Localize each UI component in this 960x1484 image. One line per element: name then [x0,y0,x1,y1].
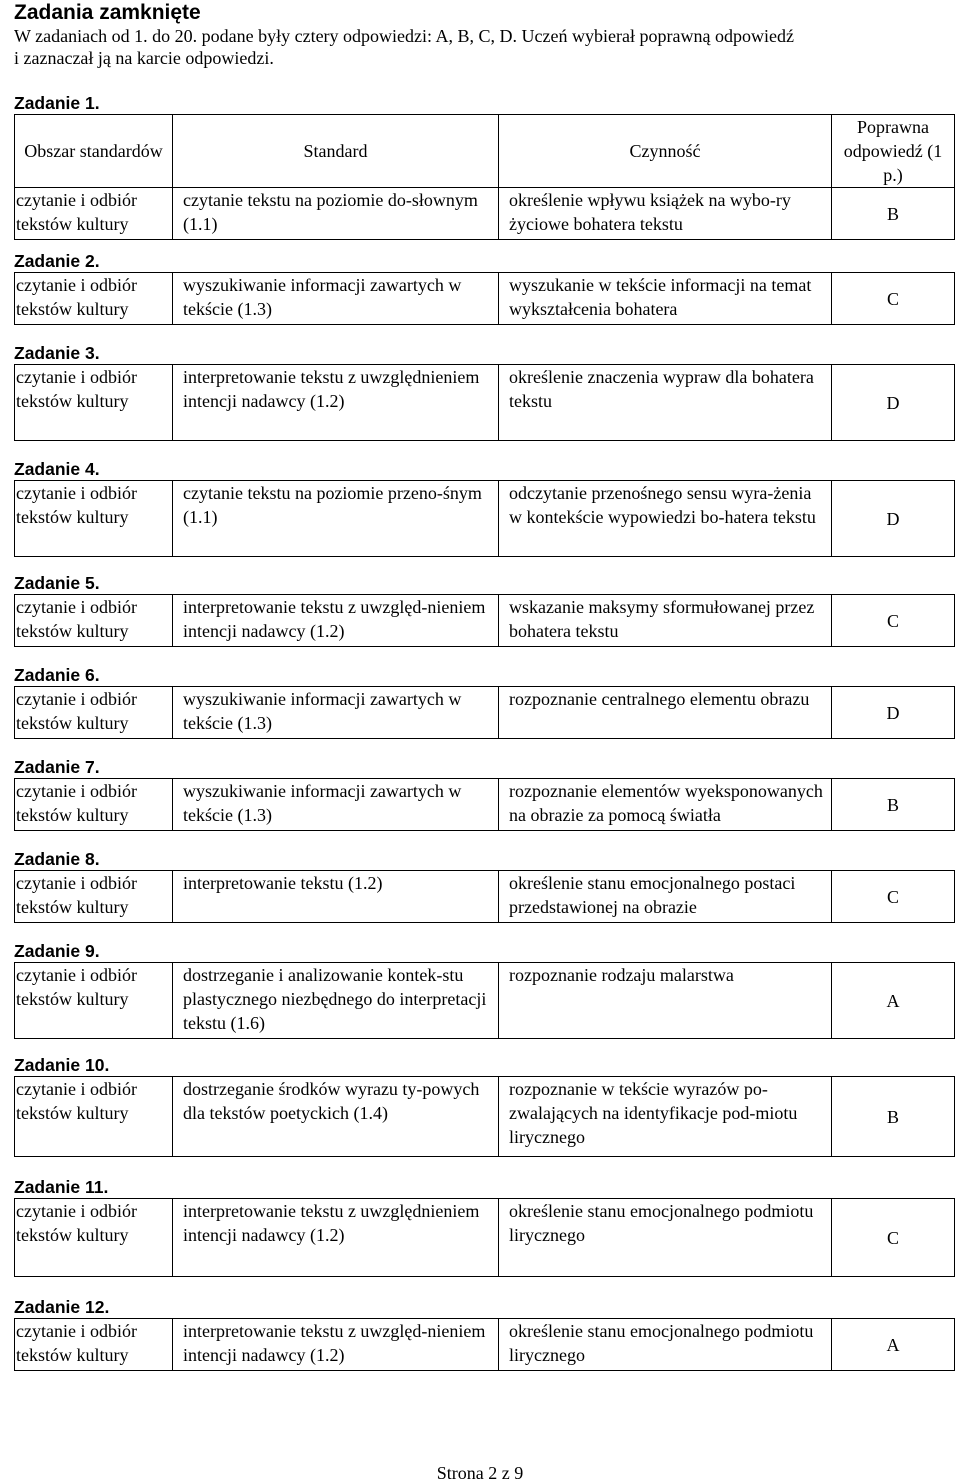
cell-answer: D [832,365,955,441]
task-label: Zadanie 4. [14,459,100,479]
task-3 [14,343,954,449]
intro-line-2: i zaznaczał ją na karcie odpowiedzi. [14,48,274,68]
cell-answer: C [832,595,955,647]
cell-activity: odczytanie przenośnego sensu wyra-żenia w kontekście wypowiedzi bo-hatera tekstu [499,481,832,557]
task-table [14,1076,955,1157]
cell-standard: wyszukiwanie informacji zawartych w tekście (1.3) [173,273,499,325]
cell-standard: czytanie tekstu na poziomie do-słownym (1.1) [173,188,499,240]
cell-area: czytanie i odbiór tekstów kultury [15,871,173,923]
task-table [14,1198,955,1277]
cell-standard: dostrzeganie środków wyrazu ty-powych dla tekstów poetyckich (1.4) [173,1077,499,1157]
cell-area: czytanie i odbiór tekstów kultury [15,365,173,441]
task-8 [14,849,954,931]
task-label: Zadanie 11. [14,1177,109,1197]
cell-answer: A [832,963,955,1039]
task-1 [14,93,954,241]
task-table [14,272,955,325]
cell-standard: interpretowanie tekstu z uwzględ-nieniem intencji nadawcy (1.2) [173,595,499,647]
cell-answer: C [832,1199,955,1277]
task-table [14,114,955,240]
cell-activity: określenie wpływu książek na wybo-ry życiowe bohatera tekstu [499,188,832,240]
cell-standard: interpretowanie tekstu z uwzględnieniem intencji nadawcy (1.2) [173,365,499,441]
task-label: Zadanie 2. [14,251,100,271]
cell-area: czytanie i odbiór tekstów kultury [15,687,173,739]
task-5 [14,573,954,655]
cell-standard: interpretowanie tekstu z uwzględnieniem intencji nadawcy (1.2) [173,1199,499,1277]
task-table [14,778,955,831]
task-table [14,962,955,1039]
cell-standard: dostrzeganie i analizowanie kontek-stu plastycznego niezbędnego do interpretacji tekstu (1.6) [173,963,499,1039]
cell-area: czytanie i odbiór tekstów kultury [15,963,173,1039]
task-12 [14,1297,954,1379]
cell-standard: interpretowanie tekstu z uwzględ-nieniem intencji nadawcy (1.2) [173,1319,499,1371]
cell-activity: określenie stanu emocjonalnego podmiotu lirycznego [499,1319,832,1371]
task-label: Zadanie 5. [14,573,100,593]
section-heading: Zadania zamknięte [14,1,201,24]
cell-activity: wskazanie maksymy sformułowanej przez bohatera tekstu [499,595,832,647]
cell-standard: wyszukiwanie informacji zawartych w tekście (1.3) [173,779,499,831]
intro-text [14,25,954,69]
intro-line-1: W zadaniach od 1. do 20. podane były cztery odpowiedzi: A, B, C, D. Uczeń wybierał poprawną odpowiedź [14,26,794,46]
cell-answer: B [832,188,955,240]
task-table [14,480,955,557]
cell-area: czytanie i odbiór tekstów kultury [15,273,173,325]
cell-area: czytanie i odbiór tekstów kultury [15,1077,173,1157]
cell-activity: rozpoznanie elementów wyeksponowanych na obrazie za pomocą światła [499,779,832,831]
task-label: Zadanie 1. [14,93,100,113]
cell-area: czytanie i odbiór tekstów kultury [15,481,173,557]
task-label: Zadanie 12. [14,1297,110,1317]
header-standard: Standard [173,115,499,188]
cell-answer: B [832,1077,955,1157]
cell-activity: wyszukanie w tekście informacji na temat wykształcenia bohatera [499,273,832,325]
task-4 [14,459,954,563]
task-table [14,1318,955,1371]
task-label: Zadanie 8. [14,849,100,869]
task-11 [14,1177,954,1287]
task-table [14,594,955,647]
cell-standard: interpretowanie tekstu (1.2) [173,871,499,923]
cell-area: czytanie i odbiór tekstów kultury [15,1199,173,1277]
cell-standard: wyszukiwanie informacji zawartych w tekście (1.3) [173,687,499,739]
task-2 [14,251,954,333]
task-label: Zadanie 6. [14,665,100,685]
cell-activity: określenie stanu emocjonalnego postaci przedstawionej na obrazie [499,871,832,923]
cell-area: czytanie i odbiór tekstów kultury [15,1319,173,1371]
cell-standard: czytanie tekstu na poziomie przeno-śnym (1.1) [173,481,499,557]
task-label: Zadanie 9. [14,941,100,961]
cell-answer: D [832,687,955,739]
task-9 [14,941,954,1045]
task-label: Zadanie 10. [14,1055,110,1075]
task-table [14,686,955,739]
task-6 [14,665,954,747]
cell-activity: określenie stanu emocjonalnego podmiotu lirycznego [499,1199,832,1277]
task-label: Zadanie 7. [14,757,100,777]
task-table [14,364,955,441]
task-7 [14,757,954,839]
task-table [14,870,955,923]
page-number: Strona 2 z 9 [436,1463,524,1483]
cell-area: czytanie i odbiór tekstów kultury [15,779,173,831]
header-area: Obszar standardów [15,115,173,188]
cell-activity: określenie znaczenia wypraw dla bohatera tekstu [499,365,832,441]
header-answer: Poprawna odpowiedź (1 p.) [832,115,955,188]
header-activity: Czynność [499,115,832,188]
cell-answer: D [832,481,955,557]
cell-activity: rozpoznanie w tekście wyrazów po-zwalających na identyfikacje pod-miotu lirycznego [499,1077,832,1157]
cell-area: czytanie i odbiór tekstów kultury [15,595,173,647]
cell-activity: rozpoznanie rodzaju malarstwa [499,963,832,1039]
cell-answer: C [832,871,955,923]
cell-answer: A [832,1319,955,1371]
document-page [14,0,954,1379]
task-10 [14,1055,954,1167]
cell-activity: rozpoznanie centralnego elementu obrazu [499,687,832,739]
cell-answer: C [832,273,955,325]
cell-answer: B [832,779,955,831]
task-label: Zadanie 3. [14,343,100,363]
cell-area: czytanie i odbiór tekstów kultury [15,188,173,240]
